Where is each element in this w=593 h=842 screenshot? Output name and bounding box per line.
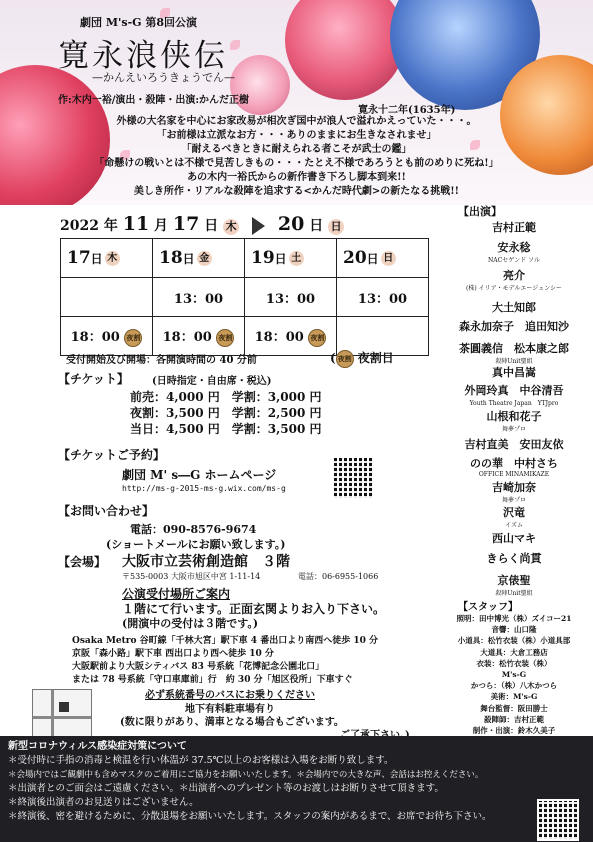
bus-note: 必ず系統番号のバスにお乗りください (145, 690, 315, 701)
cast-heading: 【出演】 (458, 205, 502, 218)
cast-member: 亮介 (株) イリア・モデルエージェンシー (466, 269, 562, 292)
petal-decoration (230, 40, 240, 50)
play-title: 寛永浪侠伝 (58, 38, 228, 74)
weekday-badge: 日 (381, 251, 396, 266)
reservation-site: 劇団 M' s―G ホームページ (122, 468, 277, 482)
play-subtitle: —かんえいろうきょうでん— (92, 71, 235, 84)
venue-heading: 【会場】 (58, 555, 107, 569)
troupe-name: 劇団 M's-G 第8回公演 (80, 16, 198, 29)
night-discount-legend: ( 夜割 夜割日 (330, 349, 394, 368)
cast-member: 外岡玲真 中谷清吾 Youth Theatre Japan YTJpro (464, 384, 564, 407)
reservation-heading: 【チケットご予約】 (58, 448, 165, 462)
covid-line: ＊終演後、密を避けるために、分散退場をお願いいたします。スタッフの案内があるまで、お席でお待ち下さい。 (8, 811, 492, 822)
temari-ball-decoration (230, 55, 290, 115)
covid-notice (0, 736, 593, 842)
covid-line: ＊終演後出演者のお見送りはございません。 (8, 797, 199, 808)
year: 2022 (60, 218, 99, 234)
day-unit: 日 (309, 218, 324, 234)
cast-member: 吉崎加奈 舞夢プロ (492, 481, 536, 504)
ticket-price-row: 当日：4,500 円 学割：3,500 円 (130, 422, 322, 436)
venue-map (32, 689, 92, 741)
synopsis-line: 美しき所作・リアルな殺陣を追求する<かんだ時代劇>の新たなる挑戦!! (133, 186, 460, 197)
end-weekday-badge: 日 (328, 219, 344, 235)
night-discount-icon: 夜割 (124, 329, 142, 347)
reception-title: 公演受付場所ご案内 (122, 587, 231, 601)
reception-line: １階にて行います。正面玄関よりお入り下さい。 (122, 602, 386, 616)
synopsis-line: 「耐えるべきときに耐えられる者こそが武士の鑑」 (181, 144, 412, 155)
cast-member: 真中昌嵩 (492, 366, 536, 379)
credit-line: 作:木内一裕/演出・殺陣・出演:かんだ正樹 (58, 95, 250, 106)
weekday-badge: 土 (289, 251, 304, 266)
access-line: または 78 号系統「守口車庫前」行 約 30 分「旭区役所」下車すぐ (72, 675, 353, 685)
qr-code-icon[interactable] (537, 799, 579, 841)
synopsis-line: 「命懸けの戦いとは不様で見苦しきもの・・・たとえ不様であろうとも前のめりに死ね!」 (94, 158, 499, 169)
venue-tel: 電話：06-6955-1066 (298, 572, 379, 581)
schedule-day-cell: 17日 木 (61, 239, 153, 278)
cast-member: のの華 中村さち OFFICE MINAMIKAZE (470, 457, 558, 478)
night-discount-icon: 夜割 (216, 329, 234, 347)
qr-code-icon[interactable] (334, 458, 374, 498)
night-discount-icon: 夜割 (308, 329, 326, 347)
end-day: 20 (277, 213, 305, 235)
inquiry-phone: 電話：090-8576-9674 (130, 523, 257, 536)
venue-name: 大阪市立芸術創造館 ３階 (122, 554, 290, 570)
arrow-right-icon (252, 217, 265, 235)
schedule-time-cell: 18：00 夜割 (153, 317, 245, 356)
covid-line: ＊出演者とのご面会はご遠慮ください。＊出演者へのプレゼント等のお渡しはお断りさせて頂きます。 (8, 783, 444, 794)
staff-line: 音響：山口隆 (491, 625, 537, 635)
schedule-time-cell: 18：00 夜割 (61, 317, 153, 356)
access-line: Osaka Metro 谷町線「千林大宮」駅下車 4 番出口より南西へ徒歩 10 分 (72, 636, 378, 646)
access-line: 大阪駅前より大阪シティバス 83 号系統「花博記念公園北口」 (72, 662, 325, 672)
start-weekday-badge: 木 (223, 219, 239, 235)
cast-member: 沢竜 イズム (503, 506, 525, 529)
night-discount-icon: 夜割 (336, 350, 354, 368)
schedule-time-cell: 13：00 (337, 278, 429, 317)
day-unit: 日 (204, 218, 219, 234)
month: 11 (122, 213, 150, 235)
staff-line: 衣装：松竹衣装（株） (476, 658, 552, 668)
staff-line: 美術：M's-G (490, 692, 538, 702)
schedule-day-cell: 20日 日 (337, 239, 429, 278)
inquiry-note: (ショートメールにお願い致します。) (106, 538, 286, 551)
parking-line: (数に限りがあり、満車となる場合もございます。 (120, 717, 344, 728)
schedule-table (60, 238, 429, 356)
weekday-badge: 木 (105, 251, 120, 266)
era-label: 寛永十二年(1635年) (358, 105, 456, 116)
covid-line: ＊会場内ではご観劇中も含めマスクのご着用にご協力をお願いいたします。＊会場内での大きな声、会話はお控えください。 (8, 770, 484, 780)
map-road (51, 690, 54, 740)
staff-line: 小道具：松竹衣装（株）小道具部 (457, 636, 571, 646)
schedule-time-cell: 13：00 (153, 278, 245, 317)
staff-line: かつら：（株）八木かつら (470, 681, 558, 691)
staff-line: 照明：田中博光（株）ズイコー21 (456, 614, 572, 623)
staff-line: 制作・出演：鈴木久美子 (472, 726, 556, 736)
ticket-price-row: 前売：4,000 円 学割：3,000 円 (130, 390, 322, 404)
covid-line: ＊受付時に手指の消毒と検温を行い体温が 37.5℃以上のお客様は入場をお断り致します。 (8, 755, 394, 766)
ticket-heading: 【チケット】 (58, 372, 129, 386)
schedule-time-cell: 13：00 (245, 278, 337, 317)
cast-member: 京俵聖 殺陣Unit聖組 (495, 574, 533, 597)
cast-member: 安永稔 NACセゲンド ソル (488, 241, 540, 264)
cast-member: 大土知郎 (492, 301, 536, 314)
cast-member: 茶圓義信 松本康之郎 殺陣Unit聖組 (459, 342, 569, 365)
cast-member: きらく尚貫 (486, 552, 542, 565)
parking-line: 地下有料駐車場有り (185, 704, 275, 715)
inquiry-heading: 【お問い合わせ】 (58, 504, 155, 518)
reception-line: (開演中の受付は３階です。) (122, 617, 259, 630)
year-unit: 年 (103, 218, 118, 234)
schedule-header-row (61, 239, 429, 278)
schedule-time-cell (61, 278, 153, 317)
ticket-price-row: 夜割：3,500 円 学割：2,500 円 (130, 406, 322, 420)
schedule-matinee-row (61, 278, 429, 317)
staff-line: M's-G (501, 670, 527, 680)
staff-heading: 【スタッフ】 (458, 602, 518, 613)
month-unit: 月 (154, 218, 169, 234)
weekday-badge: 金 (197, 251, 212, 266)
synopsis-line: 外様の大名家を中心にお家改易が相次ぎ国中が浪人で溢れかえっていた・・・。 (116, 116, 477, 127)
cast-member: 山根和花子 舞夢プロ (486, 410, 542, 433)
synopsis-line: 「お前様は立派なお方・・・ありのままにお生きなされませ」 (156, 130, 437, 141)
staff-line: 大道具：大倉工務店 (480, 647, 548, 657)
staff-line: 殺陣師：吉村正範 (484, 714, 544, 724)
access-line: 京阪「森小路」駅下車 西出口より西へ徒歩 10 分 (72, 649, 274, 659)
cast-member: 吉村直美 安田友依 (464, 438, 564, 451)
synopsis-line: あの木内一裕氏からの新作書き下ろし脚本到来!! (187, 172, 406, 183)
schedule-day-cell: 19日 土 (245, 239, 337, 278)
reservation-url[interactable]: http://ms-g-2015-ms-g.wix.com/ms-g (122, 484, 286, 493)
reception-note: 受付開始及び開場：各開演時間の 40 分前 (66, 355, 257, 366)
venue-marker-icon (59, 702, 69, 712)
schedule-time-cell: 18：00 夜割 (245, 317, 337, 356)
cast-member: 森永加奈子 追田知沙 (459, 320, 569, 333)
schedule-day-cell: 18日 金 (153, 239, 245, 278)
cast-member: 吉村正範 (492, 221, 536, 234)
temari-ball-decoration (285, 0, 405, 100)
map-road (33, 716, 91, 719)
cast-member: 西山マキ (492, 532, 536, 545)
ticket-note: (日時指定・自由席・税込) (152, 376, 272, 387)
covid-heading: 新型コロナウィルス感染症対策について (8, 741, 187, 752)
staff-list (440, 613, 588, 736)
staff-line: 舞台監督：阪田勝士 (480, 703, 548, 713)
start-day: 17 (172, 213, 200, 235)
performance-dates (60, 213, 344, 235)
venue-address: 〒535-0003 大阪市旭区中宮 1-11-14 (122, 572, 261, 581)
